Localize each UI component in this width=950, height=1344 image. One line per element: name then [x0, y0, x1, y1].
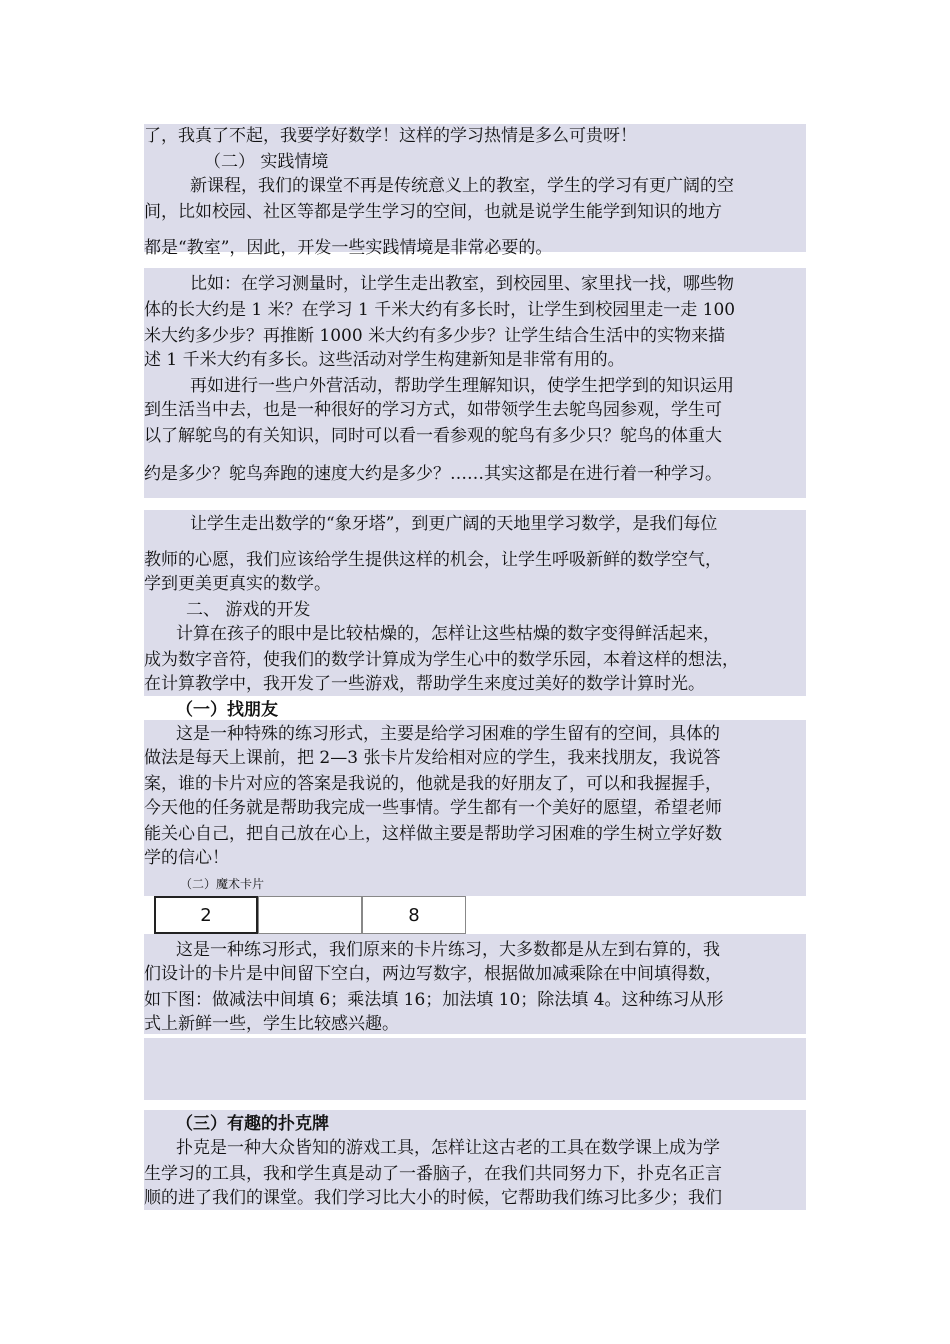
subsection-heading: （一）找朋友	[176, 700, 278, 720]
card-cell-blank	[258, 896, 362, 934]
card-cell: 8	[362, 896, 466, 934]
paragraph-line: 到生活当中去，也是一种很好的学习方式，如带领学生去鸵鸟园参观，学生可	[144, 400, 722, 420]
paragraph-line: 让学生走出数学的“象牙塔”，到更广阔的天地里学习数学，是我们每位	[190, 514, 718, 534]
section-heading: （二） 实践情境	[204, 152, 329, 172]
paragraph-line: 做法是每天上课前，把 2—3 张卡片发给相对应的学生，我来找朋友，我说答	[144, 748, 721, 768]
paragraph-line: 这是一种特殊的练习形式，主要是给学习困难的学生留有的空间，具体的	[176, 724, 720, 744]
paragraph-line: 新课程，我们的课堂不再是传统意义上的教室，学生的学习有更广阔的空	[190, 176, 734, 196]
paragraph-line: 能关心自己，把自己放在心上，这样做主要是帮助学习困难的学生树立学好数	[144, 824, 722, 844]
paragraph-line: 们设计的卡片是中间留下空白，两边写数字，根据做加减乘除在中间填得数，	[144, 964, 722, 984]
paragraph-line: 比如：在学习测量时，让学生走出教室，到校园里、家里找一找，哪些物	[190, 274, 734, 294]
subsection-heading: （二）魔术卡片	[180, 877, 265, 891]
paragraph-line: 再如进行一些户外营活动，帮助学生理解知识，使学生把学到的知识运用	[190, 376, 734, 396]
paragraph-line: 述 1 千米大约有多长。这些活动对学生构建新知是非常有用的。	[144, 350, 625, 370]
subsection-heading: （三）有趣的扑克牌	[176, 1114, 329, 1134]
paragraph-line: 顺的进了我们的课堂。我们学习比大小的时候，它帮助我们练习比多少；我们	[144, 1188, 722, 1208]
paragraph-line: 间，比如校园、社区等都是学生学习的空间，也就是说学生能学到知识的地方	[144, 202, 722, 222]
paragraph-line: 约是多少？鸵鸟奔跑的速度大约是多少？……其实这都是在进行着一种学习。	[144, 464, 722, 484]
paragraph-line: 今天他的任务就是帮助我完成一些事情。学生都有一个美好的愿望，希望老师	[144, 798, 722, 818]
highlight-band	[144, 1038, 806, 1100]
paragraph-line: 这是一种练习形式，我们原来的卡片练习，大多数都是从左到右算的，我	[176, 940, 720, 960]
paragraph-line: 生学习的工具，我和学生真是动了一番脑子，在我们共同努力下，扑克名正言	[144, 1164, 722, 1184]
card-cell: 2	[154, 896, 258, 934]
paragraph-line: 了，我真了不起，我要学好数学！这样的学习热情是多么可贵呀！	[144, 126, 637, 146]
paragraph-line: 体的长大约是 1 米？在学习 1 千米大约有多长时，让学生到校园里走一走 100	[144, 300, 736, 320]
paragraph-line: 案，谁的卡片对应的答案是我说的，他就是我的好朋友了，可以和我握握手，	[144, 774, 722, 794]
section-heading: 二、 游戏的开发	[186, 600, 311, 620]
paragraph-line: 在计算教学中，我开发了一些游戏，帮助学生来度过美好的数学计算时光。	[144, 674, 705, 694]
paragraph-line: 都是“教室”，因此，开发一些实践情境是非常必要的。	[144, 238, 553, 258]
paragraph-line: 学的信心！	[144, 848, 229, 868]
paragraph-line: 扑克是一种大众皆知的游戏工具，怎样让这古老的工具在数学课上成为学	[176, 1138, 720, 1158]
paragraph-line: 以了解鸵鸟的有关知识，同时可以看一看参观的鸵鸟有多少只？鸵鸟的体重大	[144, 426, 722, 446]
paragraph-line: 学到更美更真实的数学。	[144, 574, 331, 594]
paragraph-line: 如下图：做减法中间填 6；乘法填 16；加法填 10；除法填 4。这种练习从形	[144, 990, 724, 1010]
paragraph-line: 式上新鲜一些，学生比较感兴趣。	[144, 1014, 399, 1034]
paragraph-line: 教师的心愿，我们应该给学生提供这样的机会，让学生呼吸新鲜的数学空气，	[144, 550, 722, 570]
paragraph-line: 成为数字音符，使我们的数学计算成为学生心中的数学乐园，本着这样的想法，	[144, 650, 739, 670]
paragraph-line: 计算在孩子的眼中是比较枯燥的，怎样让这些枯燥的数字变得鲜活起来，	[176, 624, 720, 644]
paragraph-line: 米大约多少步？再推断 1000 米大约有多少步？让学生结合生活中的实物来描	[144, 326, 726, 346]
